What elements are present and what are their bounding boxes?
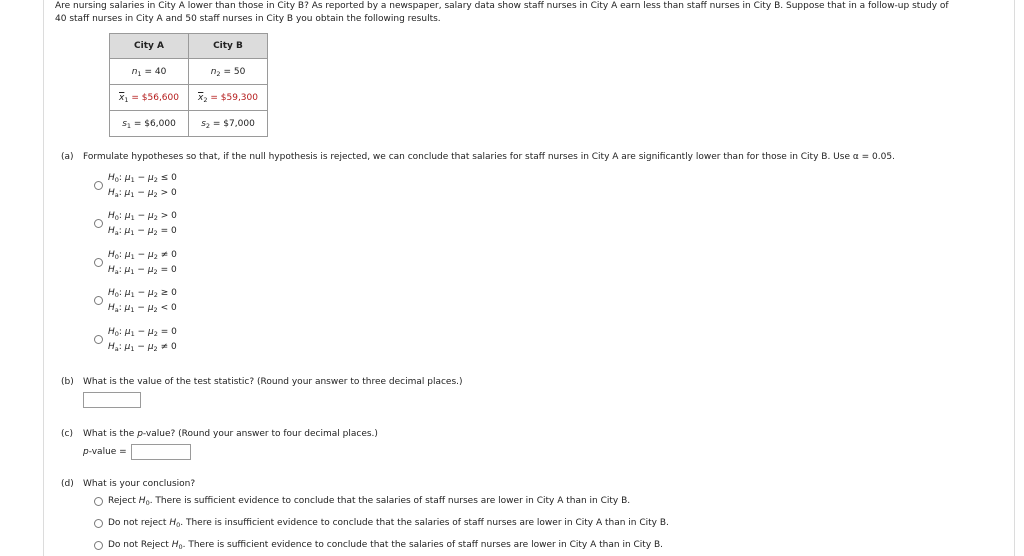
h0-relation: ≠ 0 [160, 250, 177, 260]
header-city-a: City A [110, 34, 189, 59]
hypothesis-option-2: $H_0$: $\mu_1 - \mu_2 > 0$ $H_a$: $\mu_1 - \mu_2 = 0$ [108, 211, 177, 237]
hypothesis-option-3-radio[interactable] [94, 258, 103, 267]
conclusion-option-3-radio[interactable] [94, 541, 103, 550]
cell-n1: $n_1 = 40$ [110, 59, 189, 85]
cell-x2: $\overline{x}_2$ = $59,300 [189, 85, 268, 111]
conclusion-option-1: Reject $H_0$. There is sufficient evidence to conclude that the salaries of staff nurses are lower in City A than in City B. [108, 496, 631, 507]
h0-relation: ≥ 0 [160, 288, 177, 298]
right-border [1014, 0, 1015, 556]
hypothesis-option-1-radio[interactable] [94, 181, 103, 190]
hypothesis-option-4: $H_0$: $\mu_1 - \mu_2 \ge 0$ $H_a$: $\mu_1 - \mu_2 < 0$ [108, 288, 177, 314]
part-c-question: (c) What is the p-value? (Round your answer to four decimal places.) [61, 429, 378, 439]
ha-relation: = 0 [160, 226, 177, 236]
hypothesis-option-3: $H_0$: $\mu_1 - \mu_2 \ne 0$ $H_a$: $\mu_1 - \mu_2 = 0$ [108, 250, 177, 276]
conclusion-option-2: Do not reject $H_0$. There is insufficient evidence to conclude that the salaries of staff nurses are lower in City A than in City B. [108, 518, 669, 529]
ha-relation: > 0 [160, 188, 177, 198]
cell-n2: $n_2 = 50$ [189, 59, 268, 85]
ha-relation: < 0 [160, 303, 177, 313]
hypothesis-option-5: $H_0$: $\mu_1 - \mu_2 = 0$ $H_a$: $\mu_1 - \mu_2 \ne 0$ [108, 327, 177, 353]
intro-line-1: Are nursing salaries in City A lower than those in City B? As reported by a newspaper, salary data show staff nurses in City A earn less than staff nurses in City B. Suppose that in a follow-up study of [55, 1, 949, 11]
h0-relation: > 0 [160, 211, 177, 221]
cell-s2: $s_2$ = $7,000 [189, 111, 268, 137]
problem-intro [55, 0, 1010, 26]
conclusion-option-3: Do not Reject $H_0$. There is sufficient evidence to conclude that the salaries of staff nurses are lower in City A than in City B. [108, 540, 664, 551]
conclusion-option-2-radio[interactable] [94, 519, 103, 528]
p-value-label: p-value = [83, 447, 127, 457]
cell-x1: $\overline{x}_1$ = $56,600 [110, 85, 189, 111]
left-border [43, 0, 44, 556]
part-b-question: (b) What is the value of the test statistic? (Round your answer to three decimal places.) [61, 377, 463, 387]
part-a-question: (a) Formulate hypotheses so that, if the null hypothesis is rejected, we can conclude that salaries for staff nurses in City A are significantly lower than for those in City B. Use α = 0.05. [61, 152, 895, 162]
ha-relation: ≠ 0 [160, 342, 177, 352]
part-d-question: (d) What is your conclusion? [61, 479, 196, 489]
hypothesis-option-5-radio[interactable] [94, 335, 103, 344]
h0-relation: = 0 [160, 327, 177, 337]
hypothesis-option-1: $H_0$: $\mu_1 - \mu_2 \le 0$ $H_a$: $\mu_1 - \mu_2 > 0$ [108, 173, 177, 199]
cell-s1: $s_1$ = $6,000 [110, 111, 189, 137]
header-city-b: City B [189, 34, 268, 59]
intro-line-2: 40 staff nurses in City A and 50 staff nurses in City B you obtain the following results. [55, 14, 441, 24]
p-value-input[interactable] [131, 444, 191, 460]
conclusion-option-1-radio[interactable] [94, 497, 103, 506]
test-statistic-input[interactable] [83, 392, 141, 408]
salary-data-table [109, 33, 268, 137]
hypothesis-option-2-radio[interactable] [94, 219, 103, 228]
ha-relation: = 0 [160, 265, 177, 275]
hypothesis-option-4-radio[interactable] [94, 296, 103, 305]
h0-relation: ≤ 0 [160, 173, 177, 183]
